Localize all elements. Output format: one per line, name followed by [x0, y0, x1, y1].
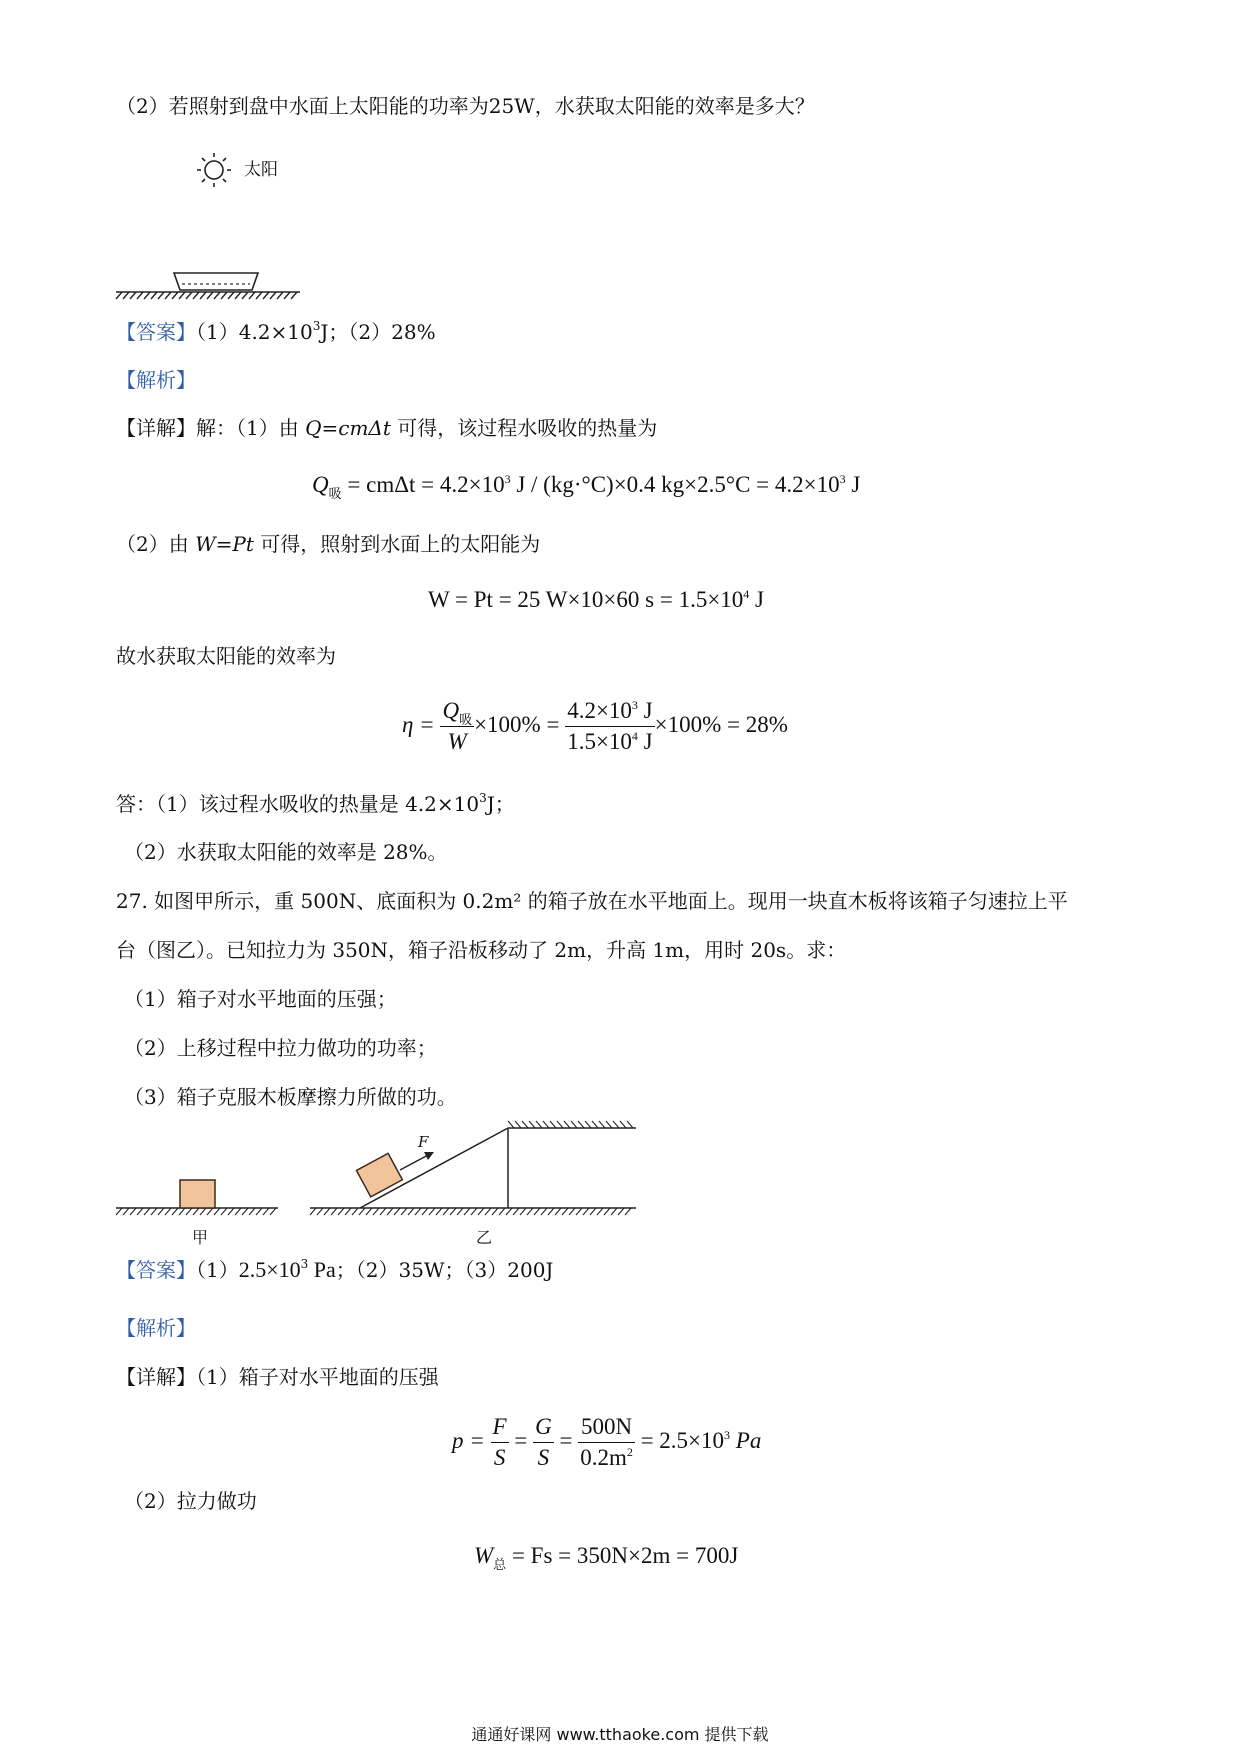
final-answer-1: 答：（1）该过程水吸收的热量是 $4.2\times 10^3J$；: [116, 791, 515, 816]
hatch-line: [324, 1208, 330, 1215]
hatch-line: [541, 1208, 547, 1215]
hatch-line: [221, 1208, 227, 1215]
hatch-line: [590, 1208, 596, 1215]
hatch-line: [422, 1208, 428, 1215]
hatch-line: [529, 1121, 535, 1128]
hatch-line: [536, 1121, 542, 1128]
hatch-line: [228, 1208, 234, 1215]
hatch-line: [513, 1208, 519, 1215]
answer-line-1: 【答案】$(1)4.2\times 10^3J$；（2）28%: [116, 319, 436, 344]
hatch-line: [263, 1208, 269, 1215]
sun-icon: [197, 153, 231, 187]
hatch-line: [492, 1208, 498, 1215]
detail-line-2: 【详解】（1）箱子对水平地面的压强: [116, 1365, 439, 1389]
equation-heat: $Q_吸 = cm\Delta t = 4.2\times 10^3$ J / (kg·°C)×0.4 $kg\times 2.5^\circ C = 4.2\times 10^3$ J: [312, 472, 861, 501]
hatch-line: [527, 1208, 533, 1215]
hatch-line: [277, 292, 283, 299]
hatch-line: [235, 292, 241, 299]
hatch-line: [450, 1208, 456, 1215]
hatch-line: [548, 1208, 554, 1215]
hatch-line: [618, 1208, 624, 1215]
force-arrow: [400, 1154, 430, 1170]
box-jia: [180, 1180, 215, 1208]
equation-efficiency: η = $\frac{Q_吸}{W}$ ×100% = $\frac{4.2\times 10^3 J}{1.5\times 10^4 J}$ ×100% = 28%: [402, 696, 788, 757]
hatch-line: [611, 1208, 617, 1215]
hatch-line: [520, 1208, 526, 1215]
hatch-line: [151, 292, 157, 299]
hatch-line: [317, 1208, 323, 1215]
hatch-line: [613, 1121, 619, 1128]
hatch-line: [172, 1208, 178, 1215]
hatch-line: [207, 1208, 213, 1215]
footer-credit: 通通好课网 www.tthaoke.com 提供下载: [471, 1725, 769, 1744]
figure-box-incline: [0, 0, 1, 1]
hatch-line: [214, 1208, 220, 1215]
hatch-line: [627, 1121, 633, 1128]
hatch-line: [564, 1121, 570, 1128]
hatch-line: [123, 1208, 129, 1215]
hatch-line: [186, 292, 192, 299]
step-work-text: （2）拉力做功: [124, 1489, 257, 1513]
hatch-line: [130, 1208, 136, 1215]
detail-line-1: 【详解】解：（1）由 Q=cmΔt 可得，该过程水吸收的热量为: [116, 416, 658, 440]
hatch-line: [471, 1208, 477, 1215]
hatch-line: [116, 1208, 122, 1215]
hatch-line: [352, 1208, 358, 1215]
equation-pressure: p = $\frac{F}{S}$ = $\frac{G}{S}$ = $\frac{500N}{0.2m^2}$ = $2.5\times 10^3$ Pa: [452, 1414, 762, 1470]
hatch-line: [380, 1208, 386, 1215]
hatch-line: [534, 1208, 540, 1215]
hatch-line: [200, 292, 206, 299]
hatch-line: [604, 1208, 610, 1215]
hatch-line: [485, 1208, 491, 1215]
hatch-line: [408, 1208, 414, 1215]
step-2-text: （2）由 W=Pt 可得，照射到水面上的太阳能为: [116, 532, 541, 556]
hatch-line: [415, 1208, 421, 1215]
hatch-line: [158, 292, 164, 299]
hatch-line: [130, 292, 136, 299]
hatch-line: [158, 1208, 164, 1215]
hatch-line: [242, 292, 248, 299]
question-27-sub-1: （1）箱子对水平地面的压强；: [124, 987, 397, 1011]
hatch-line: [373, 1208, 379, 1215]
hatch-line: [249, 1208, 255, 1215]
hatch-line: [443, 1208, 449, 1215]
hatch-line: [625, 1208, 631, 1215]
hatch-line: [310, 1208, 316, 1215]
question-27-sub-3: （3）箱子克服木板摩擦力所做的功。: [124, 1085, 457, 1109]
hatch-line: [144, 1208, 150, 1215]
hatch-line: [270, 292, 276, 299]
sun-label: 太阳: [244, 160, 278, 180]
hatch-line: [123, 292, 129, 299]
hatch-line: [235, 1208, 241, 1215]
hatch-line: [569, 1208, 575, 1215]
hatch-line: [571, 1121, 577, 1128]
hatch-line: [221, 292, 227, 299]
hatch-line: [576, 1208, 582, 1215]
equation-total-work: $W_总 = Fs = 350N\times 2m = 700J$: [474, 1543, 739, 1572]
hatch-line: [429, 1208, 435, 1215]
equation-work: W = Pt = 25 W×10×60 $s = 1.5\times 10^4$ J: [428, 587, 764, 612]
hatch-line: [557, 1121, 563, 1128]
hatch-line: [172, 292, 178, 299]
hatch-line: [562, 1208, 568, 1215]
hatch-line: [165, 292, 171, 299]
hatch-line: [436, 1208, 442, 1215]
question-27-line-2: 台（图乙）。已知拉力为 350N，箱子沿板移动了 2m，升高 1m，用时 20s。求：: [116, 938, 847, 962]
hatch-line: [242, 1208, 248, 1215]
hatch-line: [193, 1208, 199, 1215]
hatch-line: [284, 292, 290, 299]
hatch-line: [179, 292, 185, 299]
water-dish-icon: [174, 273, 258, 290]
hatch-line: [186, 1208, 192, 1215]
hatch-line: [359, 1208, 365, 1215]
hatch-line: [193, 292, 199, 299]
hatch-line: [144, 292, 150, 299]
box-yi: [356, 1153, 402, 1197]
hatch-line: [165, 1208, 171, 1215]
hatch-line: [179, 1208, 185, 1215]
hatch-line: [543, 1121, 549, 1128]
answer-tag: 【答案】: [116, 320, 196, 344]
hatch-line: [200, 1208, 206, 1215]
hatch-line: [394, 1208, 400, 1215]
hatch-line: [137, 1208, 143, 1215]
hatch-line: [151, 1208, 157, 1215]
hatch-line: [228, 292, 234, 299]
hatch-line: [214, 292, 220, 299]
hatch-line: [338, 1208, 344, 1215]
hatch-line: [578, 1121, 584, 1128]
hatch-line: [345, 1208, 351, 1215]
hatch-line: [249, 292, 255, 299]
hatch-line: [291, 292, 297, 299]
hatch-line: [506, 1208, 512, 1215]
figure-label-jia: 甲: [192, 1228, 209, 1247]
hatch-line: [263, 292, 269, 299]
force-label: F: [418, 1133, 429, 1151]
hatch-line: [270, 1208, 276, 1215]
hatch-line: [583, 1208, 589, 1215]
answer-line-2: 【答案】$(1)2.5\times 10^3$ Pa；（2）35W；（3）200J: [116, 1257, 554, 1282]
hatch-line: [585, 1121, 591, 1128]
hatch-line: [137, 292, 143, 299]
hatch-line: [207, 292, 213, 299]
hatch-line: [555, 1208, 561, 1215]
analysis-tag-1: 【解析】: [116, 368, 196, 392]
final-answer-2: （2）水获取太阳能的效率是 28%。: [124, 840, 448, 864]
hatch-line: [401, 1208, 407, 1215]
question-26-part-2: （2）若照射到盘中水面上太阳能的功率为25W，水获取太阳能的效率是多大？: [116, 94, 815, 118]
fraction-values: $\frac{4.2\times 10^3 J}{1.5\times 10^4 J}$: [567, 698, 653, 754]
hatch-line: [366, 1208, 372, 1215]
hatch-line: [620, 1121, 626, 1128]
hatch-line: [599, 1121, 605, 1128]
hatch-line: [478, 1208, 484, 1215]
hatch-line: [256, 1208, 262, 1215]
hatch-line: [597, 1208, 603, 1215]
question-27-sub-2: （2）上移过程中拉力做功的功率；: [124, 1036, 437, 1060]
question-27-line-1: 27. 如图甲所示，重 500N、底面积为 0.2m² 的箱子放在水平地面上。现用一块直木板将该箱子匀速拉上平: [116, 889, 1068, 913]
efficiency-intro: 故水获取太阳能的效率为: [116, 644, 336, 668]
hatch-line: [522, 1121, 528, 1128]
hatch-line: [387, 1208, 393, 1215]
hatch-line: [515, 1121, 521, 1128]
hatch-line: [550, 1121, 556, 1128]
hatch-line: [331, 1208, 337, 1215]
fraction-q-over-w: $\frac{Q_吸}{W}$: [442, 698, 473, 754]
hatch-line: [499, 1208, 505, 1215]
hatch-line: [606, 1121, 612, 1128]
hatch-line: [592, 1121, 598, 1128]
ground-hatch: [116, 292, 300, 299]
hatch-line: [457, 1208, 463, 1215]
hatch-line: [508, 1121, 514, 1128]
figure-label-yi: 乙: [476, 1228, 493, 1247]
hatch-line: [116, 292, 122, 299]
hatch-line: [464, 1208, 470, 1215]
analysis-tag-2: 【解析】: [116, 1316, 196, 1340]
hatch-line: [256, 292, 262, 299]
